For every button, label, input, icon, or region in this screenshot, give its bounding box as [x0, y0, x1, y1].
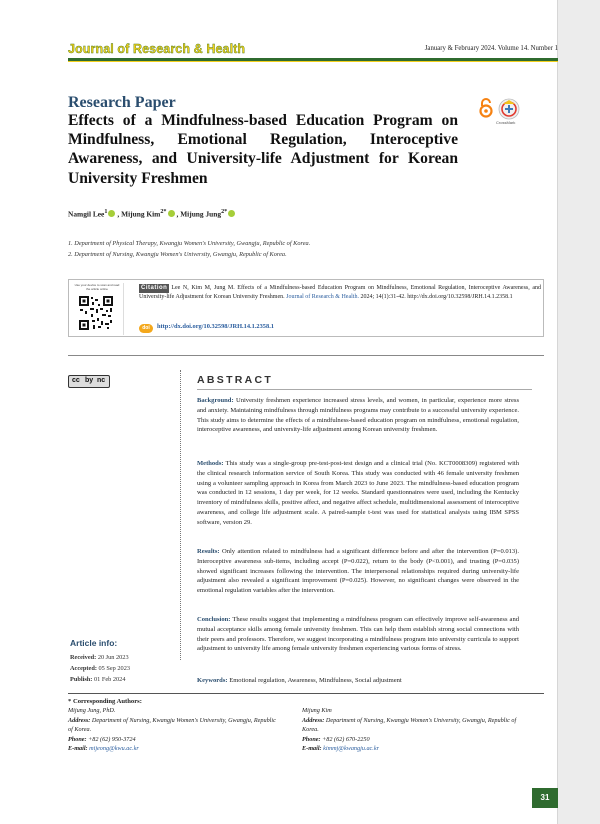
corr-email[interactable]: mijeong@kwu.ac.kr — [89, 745, 139, 753]
corr-phone: +82 (62) 950-3724 — [88, 735, 136, 743]
article-info-title: Article info: — [70, 638, 118, 648]
open-access-icon[interactable] — [478, 98, 494, 118]
abstract-background — [197, 396, 519, 435]
corr-phone: +82 (62) 670-2250 — [322, 735, 370, 743]
background-label: Background: — [197, 397, 234, 404]
orcid-icon[interactable] — [108, 210, 115, 217]
results-label: Results: — [197, 548, 220, 555]
corresponding-heading: * Corresponding Authors: — [68, 698, 142, 705]
abstract-keywords — [197, 676, 519, 686]
author-name: Mijung Jung — [180, 209, 222, 219]
accepted-date: 05 Sep 2023 — [98, 665, 131, 672]
author-affil-marker: 2* — [221, 209, 228, 215]
nc-icon: nc — [97, 377, 106, 384]
section-label: Research Paper — [68, 94, 176, 111]
accepted-label: Accepted: — [70, 665, 97, 672]
page-number: 31 — [532, 788, 558, 808]
corr-address: Department of Nursing, Kwangju Women's University, Gwangju, Republic of Korea. — [302, 716, 517, 734]
qr-label: Use your device to scan and read the article online — [74, 283, 120, 291]
doi-row — [139, 323, 274, 333]
background-text: University freshmen experience increased stress levels, and women, in particular, experience more stress and anxiety. Maintaining mindfulness through mindfulness programs may contribute to a successful university experience. This study aims to determine the effects of a mindfulness-based education program on mindfulness, emotional regulation, interoceptive awareness, and university-life adjustment among Korean university freshmen. — [197, 397, 519, 434]
author-affil-marker: 1 — [104, 209, 108, 215]
qr-code-icon[interactable] — [78, 295, 114, 331]
corr-phone-label: Phone: — [302, 735, 321, 743]
access-badges — [478, 98, 524, 125]
corr-email-label: E-mail: — [68, 745, 88, 753]
citation-journal: Journal of Research & Health. — [286, 293, 359, 300]
abstract-heading: ABSTRACT — [197, 374, 274, 386]
published-label: Publish: — [70, 676, 93, 683]
accepted-row — [70, 663, 130, 674]
received-label: Received: — [70, 654, 97, 661]
methods-label: Methods: — [197, 460, 224, 467]
abstract-conclusion — [197, 615, 519, 654]
author-list: Namgil Lee$^1$ , Mijung Kim$^{2*}$ , Mijung Jung$^{2*}$ — [68, 209, 237, 218]
corr-address-label: Address: — [302, 716, 325, 724]
methods-text: This study was a single-group pre-test-post-test design and a clinical trial (No. KCT0008309) registered with the clinical research information service of South Korea. This study was conducted with 46 female university freshmen using a volunteer sampling approach in Korea from March 2023 to June 2023. The mindfulness-based education program was conducted in 12 sessions, 1 day per week, for 12 weeks. Standard questionnaires were used, including the Kentucky inventory of mindfulness skills, positive affect, and negative affect schedule, multidimensional assessment of interoceptive awareness, and college life adjustment scale. A paired-sample t-test was used for statistical analysis using IBM SPSS software, version 29. — [197, 460, 519, 526]
affiliation: 1. Department of Physical Therapy, Kwangju Women's University, Gwangju, Republic of Korea. — [68, 240, 311, 247]
abstract-rule — [197, 389, 532, 390]
received-row — [70, 652, 130, 663]
abstract-methods — [197, 459, 519, 528]
citation-tag: Citation — [141, 285, 168, 291]
affiliation: 2. Department of Nursing, Kwangju Women's University, Gwangju, Republic of Korea. — [68, 251, 287, 258]
corr-phone-label: Phone: — [68, 735, 87, 743]
doi-link[interactable]: http://dx.doi.org/10.32598/JRH.14.1.2358.1 — [157, 323, 274, 330]
author-name: Namgil Lee — [68, 209, 105, 219]
citation-text — [139, 284, 541, 301]
article-title: Effects of a Mindfulness-based Education Program on Mindfulness, Emotional Regulation, Interoceptive Awareness, and University-life Adjustment for Korean University Freshmen — [68, 112, 458, 187]
keywords-text: Emotional regulation, Awareness, Mindfulness, Social adjustment — [227, 677, 402, 684]
corr-email-label: E-mail: — [302, 745, 322, 753]
corresponding-author-right — [302, 697, 517, 753]
conclusion-label: Conclusion: — [197, 616, 231, 623]
orcid-icon[interactable] — [228, 210, 235, 217]
published-date: 01 Feb 2024 — [93, 676, 126, 683]
journal-name: Journal of Research & Health — [68, 42, 246, 56]
header-rule-accent — [68, 61, 558, 62]
citation-tail: 2024; 14(1):31-42. http://dx.doi.org/10.32598/JRH.14.1.2358.1 — [358, 293, 513, 300]
corresponding-author-left — [68, 697, 278, 753]
author-name: Mijung Kim — [121, 209, 161, 219]
issue-meta: January & February 2024. Volume 14. Number 1 — [424, 45, 558, 52]
cc-license-badge[interactable] — [68, 375, 110, 388]
citation-box — [68, 279, 544, 337]
corr-name: Mijung Jung, PhD. — [68, 707, 116, 715]
by-icon: by — [85, 377, 94, 384]
article-info — [70, 638, 130, 685]
corr-address-label: Address: — [68, 716, 91, 724]
keywords-label: Keywords: — [197, 677, 228, 684]
orcid-icon[interactable] — [168, 210, 175, 217]
published-row — [70, 674, 130, 685]
right-margin-rail — [558, 0, 600, 824]
crossmark-icon[interactable] — [498, 98, 520, 120]
column-divider — [180, 370, 181, 660]
section-divider — [68, 355, 544, 356]
corr-name: Mijung Kim — [302, 707, 332, 715]
results-text: Only attention related to mindfulness had a significant difference before and after the intervention (P=0.013). Interoceptive awareness sub-items, including accept (P=0.022), return to the body (P<0.001), and trusting (P=0.035) showed significant increases following the intervention. The interpersonal relationships required during university-life adjustment also revealed a significant improvement (P=0.025). However, no significant changes were observed in the emotional regulation variables after the intervention. — [197, 548, 519, 595]
author-affil-marker: 2* — [160, 209, 167, 215]
doi-icon: doi — [139, 324, 153, 333]
conclusion-text: These results suggest that implementing a mindfulness program can effectively improve self-awareness and mutual acceptance skills among female university freshmen. This can help them establish strong social connections with their peers and professors. Therefore, we suggest incorporating a mindfulness program into university curricula to support adjustment to university life among female university freshmen experiencing various forms of stress. — [197, 616, 519, 653]
citation-body: Lee N, Kim M, Jung M. Effects of a Mindfulness-based Education Program on Mindfulness, Emotional Regulation, Interoceptive Awareness, and University-life Adjustment for Korean University Freshmen. — [139, 285, 541, 300]
cc-icon: cc — [72, 377, 80, 384]
received-date: 20 Jun 2023 — [97, 654, 129, 661]
corr-email[interactable]: kimmj@kwangju.ac.kr — [323, 745, 380, 753]
qr-panel — [72, 283, 124, 335]
right-margin-line — [557, 0, 558, 824]
corr-address: Department of Nursing, Kwangju Women's University, Gwangju, Republic of Korea. — [68, 716, 276, 734]
footer-divider — [68, 693, 544, 694]
journal-header — [68, 44, 558, 58]
crossmark-label: CrossMark — [496, 120, 516, 125]
abstract-results — [197, 547, 519, 596]
